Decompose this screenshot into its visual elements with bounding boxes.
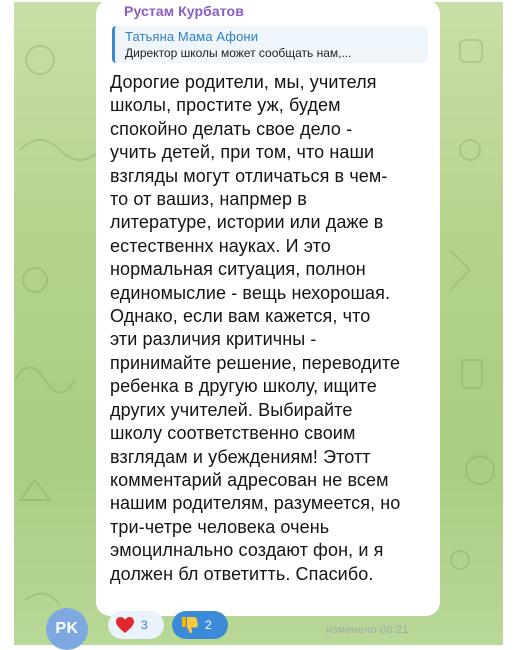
message-line: комментарий адресован не всем: [110, 469, 389, 490]
message-line: спокойно делать свое дело -: [110, 118, 353, 139]
heart-reaction-button[interactable]: [108, 611, 164, 639]
message-line: Дорогие родители, мы, учителя: [110, 72, 377, 92]
message-line: эти различия критичны -: [110, 329, 317, 350]
message-line: Однако, если вам кажется, что: [110, 306, 371, 327]
thumbs-down-reaction-count: 2: [205, 618, 212, 632]
thumbs-down-icon: [178, 614, 200, 636]
heart-icon: [114, 614, 136, 636]
reply-author: Татьяна Мама Афони: [125, 29, 259, 44]
sender-name[interactable]: Рустам Курбатов: [124, 3, 244, 19]
message-line: нашим родителям, разумеется, но: [110, 493, 401, 514]
reply-quote[interactable]: [112, 26, 428, 63]
avatar[interactable]: PK: [46, 608, 88, 650]
message-line: три-четре человека очень: [110, 516, 330, 537]
heart-reaction-count: 3: [141, 618, 148, 632]
message-line: ребенка в другую школу, ищите: [110, 376, 377, 397]
message-line: единомыслие - вещь нехорошая.: [110, 282, 391, 303]
edited-timestamp: изменено 08:21: [326, 624, 409, 636]
message-line: эмоцилнально создают фон, и я: [110, 540, 384, 561]
reactions-bar: [108, 611, 228, 639]
thumbs-down-reaction-button[interactable]: [172, 611, 228, 639]
message-line: литературе, истории или даже в: [110, 212, 384, 233]
message-line: школы, простите уж, будем: [110, 95, 341, 116]
message-line: естественнх науках. И это: [110, 235, 331, 256]
message-line: должен бл ответитть. Спасибо.: [110, 563, 374, 584]
message-line: взглядам и убеждениям! Этотт: [110, 446, 371, 467]
message-line: других учителей. Выбирайте: [110, 399, 353, 420]
message-text: [110, 71, 428, 586]
message-line: то от вашиз, напрмер в: [110, 189, 307, 210]
message-line: учить детей, при том, что наши: [110, 142, 375, 163]
message-line: взгляды могут отличаться в чем-: [110, 165, 388, 186]
message-line: принимайте решение, переводите: [110, 352, 401, 373]
message-line: школу соответственно своим: [110, 423, 356, 444]
reply-text: Директор школы может сообщать нам,...: [125, 46, 352, 60]
message-bubble[interactable]: [96, 0, 440, 616]
message-line: нормальная ситуация, полнон: [110, 259, 366, 280]
